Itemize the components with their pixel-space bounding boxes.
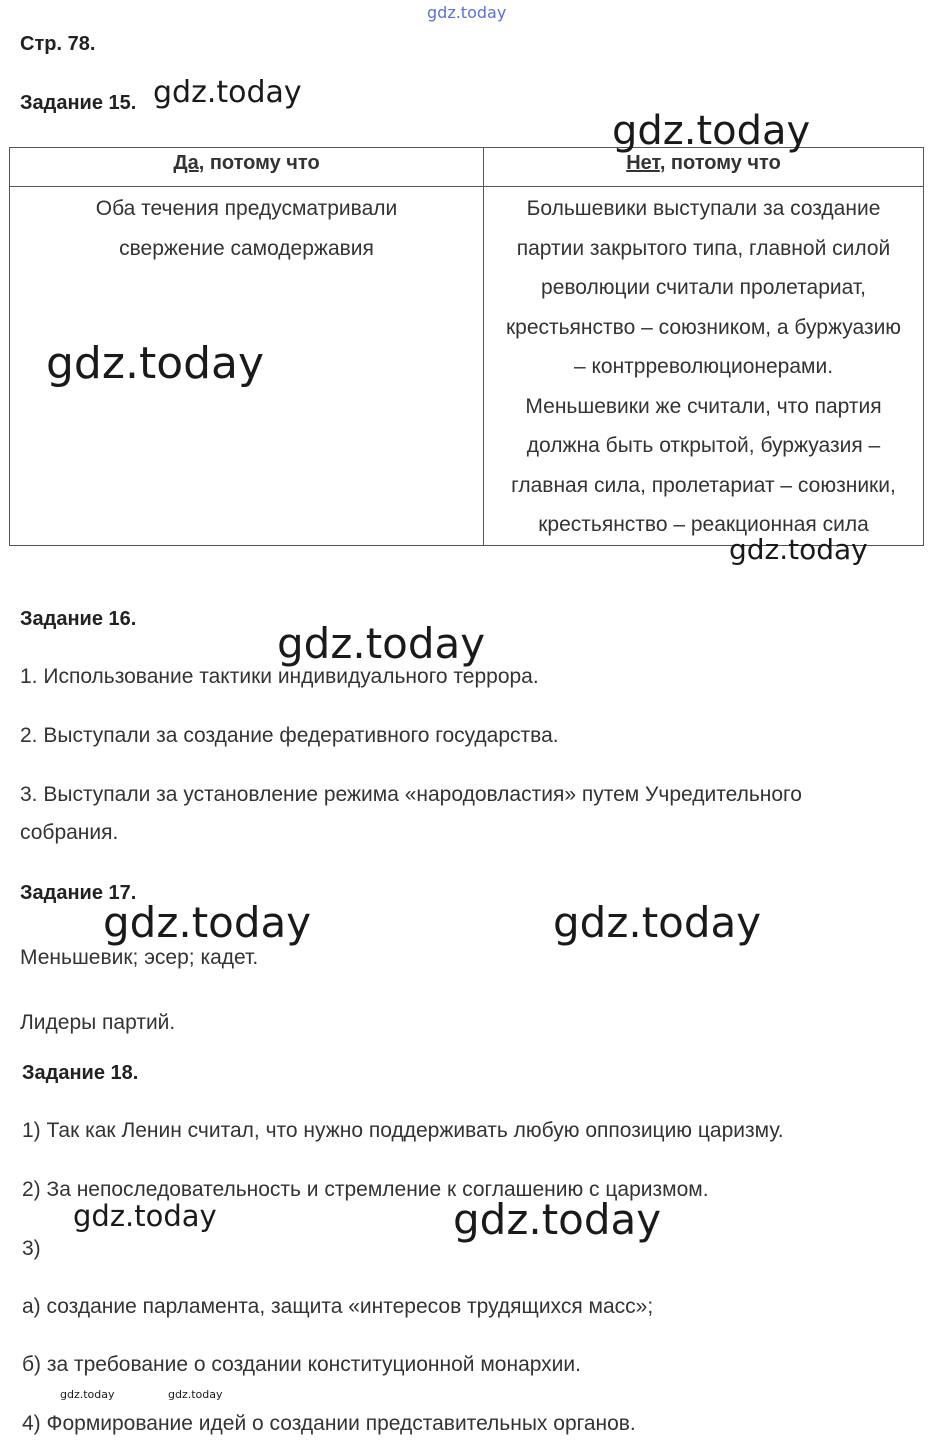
task-18-item-2: 2) За непоследовательность и стремление к соглашению с царизмом.: [22, 1178, 709, 1201]
watermark: gdz.today: [60, 1388, 115, 1401]
task-16-item-2: 2. Выступали за создание федеративного государства.: [20, 724, 559, 747]
task-18-item-3b: б) за требование о создании конституционной монархии.: [22, 1353, 581, 1376]
task-16-heading: Задание 16.: [20, 608, 137, 630]
watermark: gdz.today: [168, 1388, 223, 1401]
watermark: gdz.today: [103, 898, 312, 947]
yes-column-header: [10, 148, 484, 187]
watermark: gdz.today: [277, 619, 486, 668]
no-column-cell: [484, 187, 924, 546]
watermark: gdz.today: [453, 1195, 662, 1244]
task-16-item-3: 3. Выступали за установление режима «народовластия» путем Учредительного: [20, 783, 802, 806]
yes-header-key: Да: [173, 152, 199, 174]
no-answer-text: Большевики выступали за создание партии закрытого типа, главной силой революции считали пролетариат, крестьянство – союзником, а буржуазию – контрреволюционерами. Меньшевики же считали, что партия должна быть открытой, буржуазия – главная сила, пролетариат – союзники, крестьянство – реакционная сила: [505, 197, 902, 536]
watermark: gdz.today: [612, 108, 811, 154]
no-header-rest: , потому что: [659, 152, 781, 174]
task-18-item-3a: а) создание парламента, защита «интересов трудящихся масс»;: [22, 1295, 654, 1318]
task-18-item-3: 3): [22, 1237, 41, 1260]
task-17-answer: Меньшевик; эсер; кадет.: [20, 946, 259, 969]
watermark: gdz.today: [153, 75, 302, 110]
task-15-heading: Задание 15.: [20, 92, 137, 114]
task-16-item-1: 1. Использование тактики индивидуального террора.: [20, 665, 539, 688]
page-reference: Стр. 78.: [20, 33, 96, 55]
watermark: gdz.today: [427, 3, 507, 22]
task-17-note: Лидеры партий.: [20, 1011, 176, 1034]
yes-answer-text: Оба течения предусматривали свержение самодержавия: [95, 197, 398, 260]
task-18-item-4: 4) Формирование идей о создании представительных органов.: [22, 1412, 636, 1435]
task-17-heading: Задание 17.: [20, 882, 137, 904]
task-18-heading: Задание 18.: [22, 1062, 139, 1084]
watermark: gdz.today: [729, 533, 868, 566]
watermark: gdz.today: [73, 1199, 217, 1233]
watermark: gdz.today: [46, 338, 265, 389]
task-16-item-3-continued: собрания.: [20, 821, 119, 844]
task-18-item-1: 1) Так как Ленин считал, что нужно поддерживать любую оппозицию царизму.: [22, 1119, 784, 1142]
yes-header-rest: , потому что: [198, 152, 320, 174]
no-header-key: Нет: [626, 152, 660, 174]
watermark: gdz.today: [553, 898, 762, 947]
